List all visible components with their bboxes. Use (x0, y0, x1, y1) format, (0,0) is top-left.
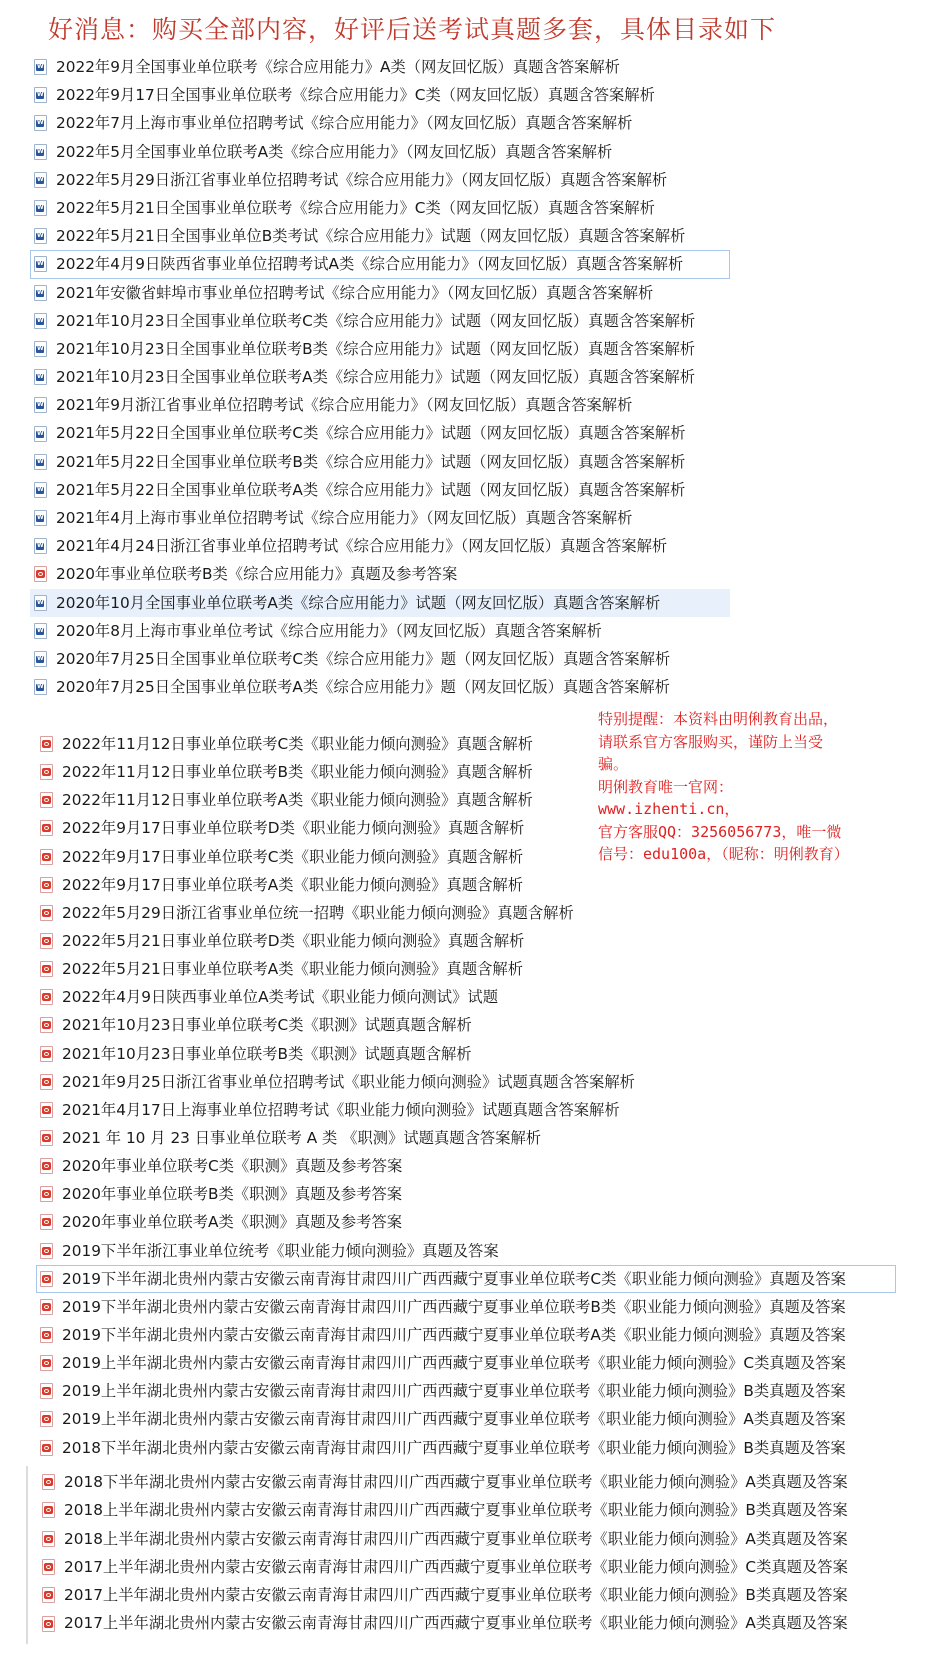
pdf-icon (40, 933, 53, 949)
file-name: 2022年4月9日陕西事业单位A类考试《职业能力倾向测试》试题 (62, 988, 498, 1007)
file-name: 2019下半年湖北贵州内蒙古安徽云南青海甘肃四川广西西藏宁夏事业单位联考A类《职业能力倾向测验》真题及答案 (62, 1325, 846, 1344)
file-item[interactable] (36, 871, 896, 899)
file-name: 2021年10月23日事业单位联考B类《职测》试题真题含解析 (62, 1044, 472, 1063)
pdf-icon (40, 1046, 53, 1062)
file-name: 2021年10月23日全国事业单位联考A类《综合应用能力》试题（网友回忆版）真题含答案解析 (56, 368, 696, 387)
file-item[interactable] (38, 1553, 898, 1581)
word-doc-icon (34, 200, 47, 216)
pdf-icon (42, 1474, 55, 1490)
file-item[interactable] (30, 589, 730, 617)
file-item[interactable] (30, 504, 730, 532)
file-item[interactable] (30, 81, 730, 109)
promo-banner: 好消息：购买全部内容，好评后送考试真题多套，具体目录如下 (48, 15, 777, 44)
file-item[interactable] (38, 1581, 898, 1609)
file-name: 2022年9月17日事业单位联考D类《职业能力倾向测验》真题含解析 (62, 819, 525, 838)
file-name: 2021年5月22日全国事业单位联考C类《综合应用能力》试题（网友回忆版）真题含答案解析 (56, 424, 686, 443)
file-name: 2022年5月21日事业单位联考D类《职业能力倾向测验》真题含解析 (62, 931, 525, 950)
pdf-icon (40, 1214, 53, 1230)
file-item[interactable] (36, 1377, 896, 1405)
file-item[interactable] (30, 448, 730, 476)
pdf-icon (42, 1531, 55, 1547)
word-doc-icon (34, 115, 47, 131)
file-name: 2021年10月23日事业单位联考C类《职测》试题真题含解析 (62, 1016, 472, 1035)
notice-warning: 特别提醒：本资料由明俐教育出品，请联系官方客服购买，谨防上当受骗。 (598, 710, 839, 773)
pdf-icon (40, 1383, 53, 1399)
file-item[interactable] (30, 166, 730, 194)
pdf-icon (42, 1587, 55, 1603)
pdf-icon (40, 792, 53, 808)
file-name: 2018下半年湖北贵州内蒙古安徽云南青海甘肃四川广西西藏宁夏事业单位联考《职业能力倾向测验》B类真题及答案 (62, 1438, 846, 1457)
file-name: 2019下半年湖北贵州内蒙古安徽云南青海甘肃四川广西西藏宁夏事业单位联考C类《职业能力倾向测验》真题及答案 (62, 1269, 846, 1288)
pdf-icon (40, 1074, 53, 1090)
pdf-icon (40, 1186, 53, 1202)
file-item[interactable] (38, 1525, 898, 1553)
pdf-icon (40, 1158, 53, 1174)
word-doc-icon (34, 341, 47, 357)
word-doc-icon (34, 397, 47, 413)
word-doc-icon (34, 679, 47, 695)
pdf-icon (40, 1102, 53, 1118)
file-name: 2020年7月25日全国事业单位联考A类《综合应用能力》题（网友回忆版）真题含答案解析 (56, 678, 670, 697)
file-name: 2022年9月全国事业单位联考《综合应用能力》A类（网友回忆版）真题含答案解析 (56, 58, 620, 76)
file-item[interactable] (36, 1152, 896, 1180)
file-name: 2018上半年湖北贵州内蒙古安徽云南青海甘肃四川广西西藏宁夏事业单位联考《职业能力倾向测验》B类真题及答案 (64, 1501, 848, 1520)
file-item[interactable] (36, 1349, 896, 1377)
file-name: 2022年7月上海市事业单位招聘考试《综合应用能力》（网友回忆版）真题含答案解析 (56, 114, 633, 133)
file-name: 2021年9月浙江省事业单位招聘考试《综合应用能力》（网友回忆版）真题含答案解析 (56, 396, 633, 415)
file-name: 2019上半年湖北贵州内蒙古安徽云南青海甘肃四川广西西藏宁夏事业单位联考《职业能力倾向测验》A类真题及答案 (62, 1410, 846, 1429)
file-name: 2022年9月17日事业单位联考A类《职业能力倾向测验》真题含解析 (62, 875, 524, 894)
word-doc-icon (34, 285, 47, 301)
file-item[interactable] (36, 1321, 896, 1349)
file-item[interactable] (36, 1434, 896, 1462)
file-name: 2019下半年浙江事业单位统考《职业能力倾向测验》真题及答案 (62, 1241, 499, 1260)
pdf-icon (40, 989, 53, 1005)
file-name: 2020年事业单位联考C类《职测》真题及参考答案 (62, 1157, 403, 1176)
pdf-icon (40, 736, 53, 752)
file-name: 2017上半年湖北贵州内蒙古安徽云南青海甘肃四川广西西藏宁夏事业单位联考《职业能力倾向测验》C类真题及答案 (64, 1557, 848, 1576)
pdf-icon (40, 820, 53, 836)
file-item[interactable] (38, 1609, 898, 1637)
file-name: 2022年5月全国事业单位联考A类《综合应用能力》（网友回忆版）真题含答案解析 (56, 142, 613, 161)
pdf-icon (40, 1271, 53, 1287)
file-name: 2020年事业单位联考B类《职测》真题及参考答案 (62, 1185, 403, 1204)
pdf-icon (40, 1299, 53, 1315)
file-name: 2022年9月17日事业单位联考C类《职业能力倾向测验》真题含解析 (62, 847, 524, 866)
file-list-comprehensive (30, 53, 730, 701)
file-item[interactable] (30, 617, 730, 645)
file-item[interactable] (30, 532, 730, 560)
word-doc-icon (34, 144, 47, 160)
file-item[interactable] (36, 1011, 896, 1039)
file-item[interactable] (36, 1068, 896, 1096)
pdf-icon (40, 849, 53, 865)
anti-fraud-notice (598, 708, 848, 866)
notice-website-url: www.izhenti.cn， (598, 800, 740, 818)
file-name: 2021年5月22日全国事业单位联考A类《综合应用能力》试题（网友回忆版）真题含答案解析 (56, 480, 686, 499)
pdf-icon (40, 1243, 53, 1259)
file-item[interactable] (30, 476, 730, 504)
file-list-aptitude-continued (38, 1468, 898, 1638)
file-item[interactable] (30, 307, 730, 335)
word-doc-icon (34, 651, 47, 667)
pdf-icon (40, 764, 53, 780)
file-item[interactable] (36, 983, 896, 1011)
file-name: 2019上半年湖北贵州内蒙古安徽云南青海甘肃四川广西西藏宁夏事业单位联考《职业能力倾向测验》B类真题及答案 (62, 1382, 846, 1401)
word-doc-icon (34, 454, 47, 470)
file-item[interactable] (36, 1124, 896, 1152)
word-doc-icon (34, 228, 47, 244)
file-item[interactable] (30, 335, 730, 363)
pdf-icon (40, 1327, 53, 1343)
file-name: 2022年5月29日浙江省事业单位招聘考试《综合应用能力》（网友回忆版）真题含答案解析 (56, 170, 668, 189)
file-item[interactable] (30, 53, 730, 81)
pdf-icon (40, 1130, 53, 1146)
file-name: 2022年11月12日事业单位联考C类《职业能力倾向测验》真题含解析 (62, 735, 533, 753)
file-name: 2019上半年湖北贵州内蒙古安徽云南青海甘肃四川广西西藏宁夏事业单位联考《职业能力倾向测验》C类真题及答案 (62, 1354, 846, 1373)
file-item[interactable] (38, 1468, 898, 1496)
file-name: 2022年11月12日事业单位联考B类《职业能力倾向测验》真题含解析 (62, 763, 533, 782)
file-item[interactable] (36, 899, 896, 927)
pdf-icon (42, 1616, 55, 1632)
word-doc-icon (34, 595, 47, 611)
window-edge (26, 1466, 28, 1644)
pdf-icon (40, 961, 53, 977)
file-name: 2021年4月上海市事业单位招聘考试《综合应用能力》（网友回忆版）真题含答案解析 (56, 509, 633, 527)
file-item[interactable] (36, 1208, 896, 1236)
file-item[interactable] (36, 1040, 896, 1068)
pdf-icon (40, 1411, 53, 1427)
file-name: 2021年安徽省蚌埠市事业单位招聘考试《综合应用能力》（网友回忆版）真题含答案解析 (56, 283, 654, 302)
file-name: 2021年4月24日浙江省事业单位招聘考试《综合应用能力》（网友回忆版）真题含答案解析 (56, 537, 668, 556)
word-doc-icon (34, 510, 47, 526)
word-doc-icon (34, 623, 47, 639)
file-name: 2021年10月23日全国事业单位联考B类《综合应用能力》试题（网友回忆版）真题含答案解析 (56, 339, 696, 358)
file-item[interactable] (38, 1496, 898, 1524)
file-name: 2018下半年湖北贵州内蒙古安徽云南青海甘肃四川广西西藏宁夏事业单位联考《职业能力倾向测验》A类真题及答案 (64, 1473, 848, 1491)
file-item[interactable] (30, 109, 730, 137)
file-item[interactable] (36, 1293, 896, 1321)
file-name: 2018上半年湖北贵州内蒙古安徽云南青海甘肃四川广西西藏宁夏事业单位联考《职业能力倾向测验》A类真题及答案 (64, 1529, 848, 1548)
word-doc-icon (34, 482, 47, 498)
file-item[interactable] (30, 363, 730, 391)
notice-website-label: 明俐教育唯一官网： (598, 777, 734, 796)
file-item[interactable] (36, 1096, 896, 1124)
file-item[interactable] (30, 194, 730, 222)
file-name: 2022年4月9日陕西省事业单位招聘考试A类《综合应用能力》（网友回忆版）真题含答案解析 (56, 255, 684, 274)
pdf-icon (42, 1559, 55, 1575)
file-item[interactable] (30, 250, 730, 278)
pdf-icon (40, 1440, 53, 1456)
file-name: 2021年10月23日全国事业单位联考C类《综合应用能力》试题（网友回忆版）真题含答案解析 (56, 311, 696, 330)
file-name: 2022年5月21日全国事业单位B类考试《综合应用能力》试题（网友回忆版）真题含答案解析 (56, 227, 686, 246)
file-item[interactable] (36, 1265, 896, 1293)
file-name: 2021年4月17日上海事业单位招聘考试《职业能力倾向测验》试题真题含答案解析 (62, 1100, 620, 1119)
file-name: 2022年5月21日全国事业单位联考《综合应用能力》C类（网友回忆版）真题含答案解析 (56, 198, 655, 217)
file-name: 2022年5月21日事业单位联考A类《职业能力倾向测验》真题含解析 (62, 960, 524, 979)
file-name: 2017上半年湖北贵州内蒙古安徽云南青海甘肃四川广西西藏宁夏事业单位联考《职业能力倾向测验》A类真题及答案 (64, 1614, 848, 1633)
pdf-icon (40, 1017, 53, 1033)
file-item[interactable] (30, 279, 730, 307)
file-item[interactable] (36, 1237, 896, 1265)
file-name: 2020年7月25日全国事业单位联考C类《综合应用能力》题（网友回忆版）真题含答案解析 (56, 649, 671, 668)
file-item[interactable] (30, 673, 730, 701)
file-item[interactable] (30, 645, 730, 673)
file-item[interactable] (36, 1180, 896, 1208)
file-name: 2022年11月12日事业单位联考A类《职业能力倾向测验》真题含解析 (62, 791, 533, 810)
word-doc-icon (34, 59, 47, 75)
word-doc-icon (34, 256, 47, 272)
file-name: 2021 年 10 月 23 日事业单位联考 A 类 《职测》试题真题含答案解析 (62, 1128, 542, 1147)
pdf-icon (34, 566, 47, 582)
pdf-icon (40, 877, 53, 893)
file-name: 2021年5月22日全国事业单位联考B类《综合应用能力》试题（网友回忆版）真题含答案解析 (56, 452, 686, 471)
file-item[interactable] (36, 927, 896, 955)
file-name: 2020年事业单位联考B类《综合应用能力》真题及参考答案 (56, 565, 458, 584)
word-doc-icon (34, 426, 47, 442)
file-item[interactable] (30, 222, 730, 250)
file-item[interactable] (30, 138, 730, 166)
word-doc-icon (34, 172, 47, 188)
file-name: 2022年9月17日全国事业单位联考《综合应用能力》C类（网友回忆版）真题含答案解析 (56, 86, 655, 105)
file-name: 2020年10月全国事业单位联考A类《综合应用能力》试题（网友回忆版）真题含答案解析 (56, 593, 661, 612)
file-name: 2019下半年湖北贵州内蒙古安徽云南青海甘肃四川广西西藏宁夏事业单位联考B类《职业能力倾向测验》真题及答案 (62, 1297, 846, 1316)
notice-contact: 官方客服QQ：3256056773，唯一微信号：edu100a，（昵称：明俐教育） (598, 822, 849, 863)
file-item[interactable] (30, 391, 730, 419)
file-name: 2017上半年湖北贵州内蒙古安徽云南青海甘肃四川广西西藏宁夏事业单位联考《职业能力倾向测验》B类真题及答案 (64, 1586, 848, 1605)
file-item[interactable] (36, 1405, 896, 1433)
word-doc-icon (34, 313, 47, 329)
file-name: 2022年5月29日浙江省事业单位统一招聘《职业能力倾向测验》真题含解析 (62, 903, 574, 922)
pdf-icon (40, 905, 53, 921)
pdf-icon (42, 1502, 55, 1518)
file-name: 2020年8月上海市事业单位考试《综合应用能力》（网友回忆版）真题含答案解析 (56, 621, 602, 640)
word-doc-icon (34, 87, 47, 103)
file-name: 2020年事业单位联考A类《职测》真题及参考答案 (62, 1213, 403, 1232)
pdf-icon (40, 1355, 53, 1371)
word-doc-icon (34, 369, 47, 385)
word-doc-icon (34, 538, 47, 554)
file-item[interactable] (36, 955, 896, 983)
file-item[interactable] (30, 419, 730, 447)
file-item[interactable] (30, 560, 730, 588)
file-name: 2021年9月25日浙江省事业单位招聘考试《职业能力倾向测验》试题真题含答案解析 (62, 1072, 635, 1091)
